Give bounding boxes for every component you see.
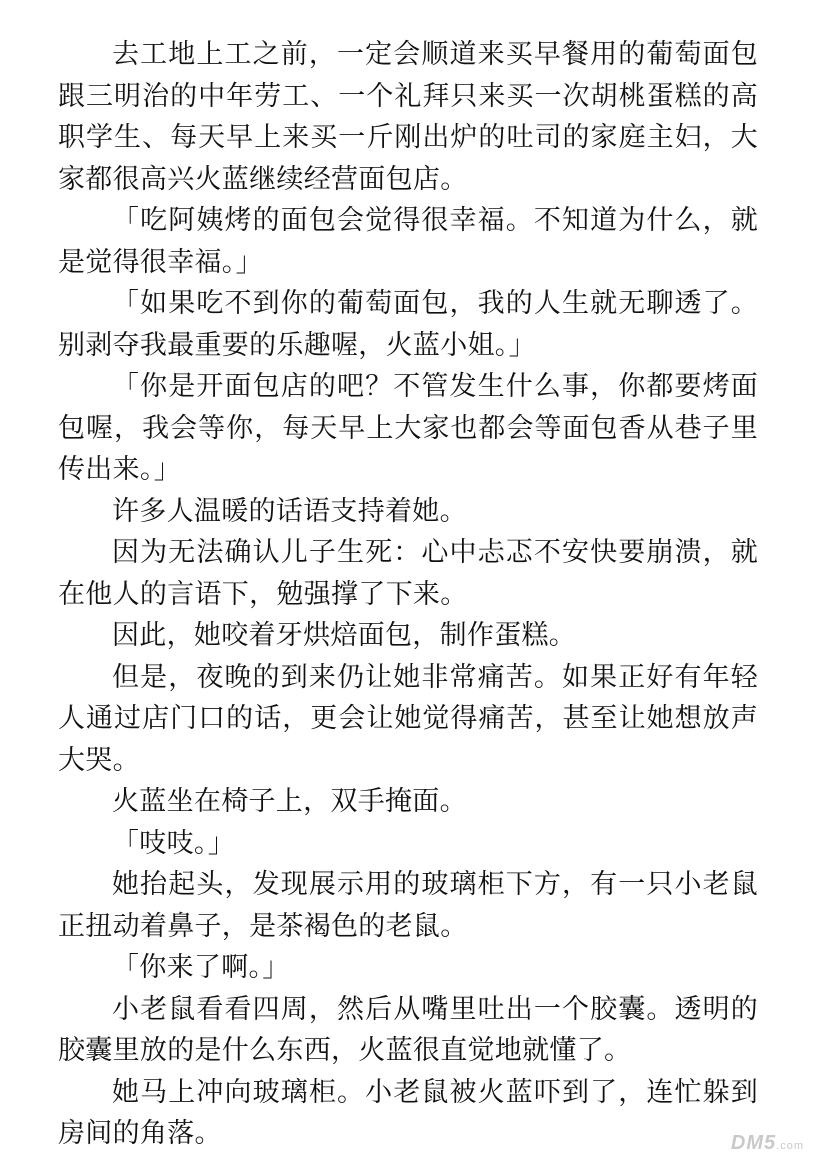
paragraph: 「吱吱。」 (112, 827, 235, 859)
paragraph: 去工地上工之前，一定会顺道来买早餐用的葡萄面包跟三明治的中年劳工、一个礼拜只来买一次胡桃蛋糕的高职学生、每天早上来买一斤刚出炉的吐司的家庭主妇，大家都很高兴火蓝继续经营面包店。 (58, 39, 758, 195)
paragraph: 「你来了啊。」 (112, 952, 290, 983)
site-watermark (731, 1132, 804, 1155)
paragraph: 因为无法确认儿子生死：心中忐忑不安快要崩溃，就在他人的言语下，勉强撑了下来。 (58, 537, 758, 610)
paragraph: 许多人温暖的话语支持着她。 (112, 495, 467, 527)
paragraph: 「如果吃不到你的葡萄面包，我的人生就无聊透了。别剥夺我最重要的乐趣喔，火蓝小姐。」 (58, 288, 758, 361)
paragraph: 她抬起头，发现展示用的玻璃柜下方，有一只小老鼠正扭动着鼻子，是茶褐色的老鼠。 (58, 869, 758, 942)
paragraph: 小老鼠看看四周，然后从嘴里吐出一个胶囊。透明的胶囊里放的是什么东西，火蓝很直觉地就懂了。 (58, 993, 758, 1066)
paragraph: 「你是开面包店的吧？不管发生什么事，你都要烤面包喔，我会等你，每天早上大家也都会等面包香从巷子里传出来。」 (58, 371, 758, 485)
paragraph: 她马上冲向玻璃柜。小老鼠被火蓝吓到了，连忙躲到房间的角落。 (58, 1076, 758, 1149)
watermark-suffix: .com (776, 1140, 804, 1152)
novel-page (58, 34, 758, 1155)
paragraph: 但是，夜晚的到来仍让她非常痛苦。如果正好有年轻人通过店门口的话，更会让她觉得痛苦，甚至让她想放声大哭。 (58, 661, 758, 776)
paragraph: 因此，她咬着牙烘焙面包，制作蛋糕。 (112, 620, 577, 651)
paragraph: 「吃阿姨烤的面包会觉得很幸福。不知道为什么，就是觉得很幸福。」 (58, 205, 758, 278)
watermark-brand: DM5 (730, 1132, 777, 1154)
paragraph: 火蓝坐在椅子上，双手掩面。 (112, 786, 467, 817)
